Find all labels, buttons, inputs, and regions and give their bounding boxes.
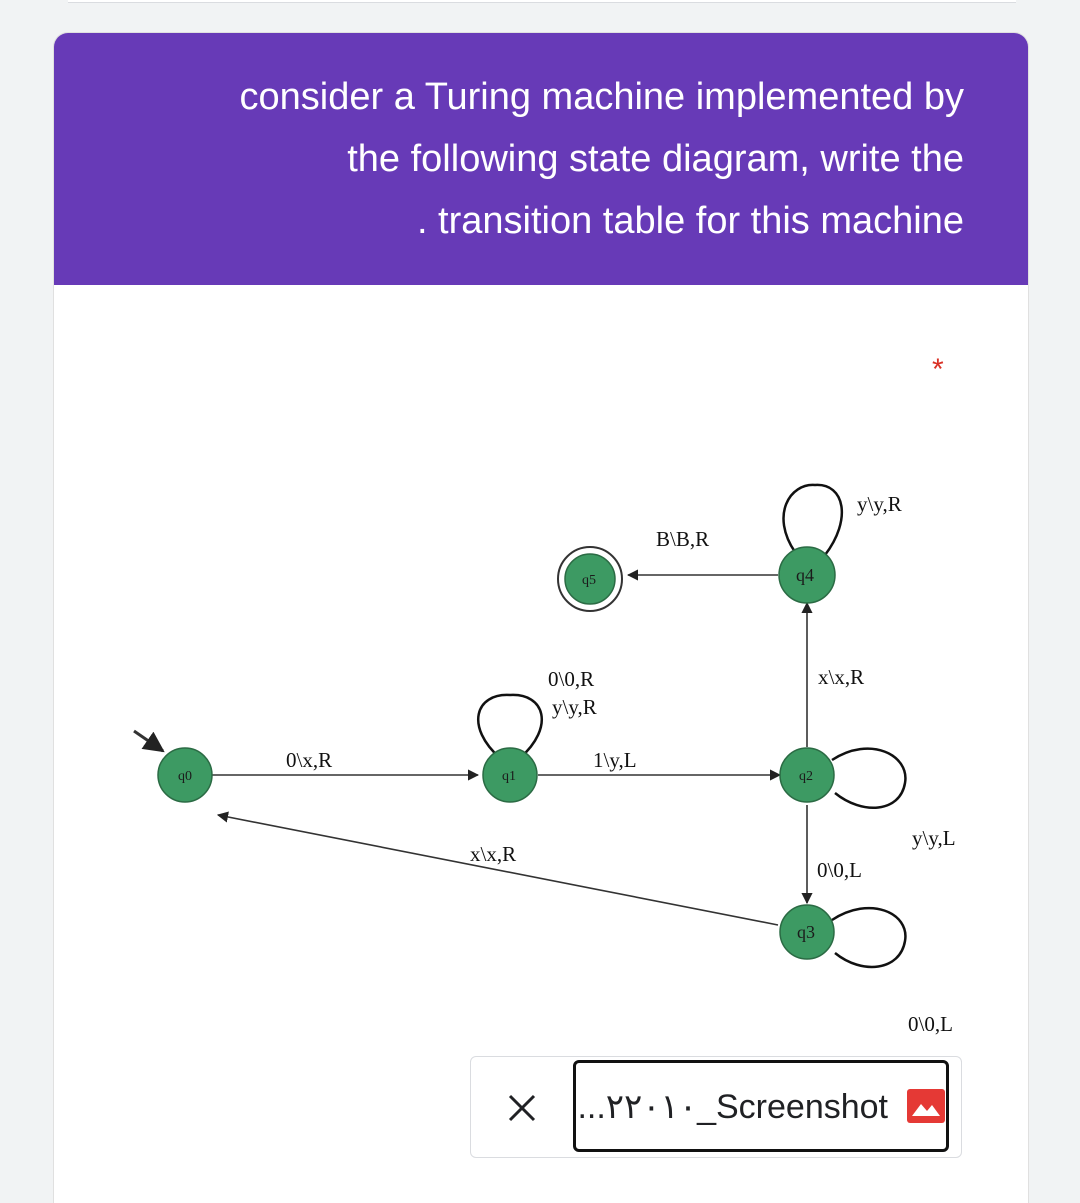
attachment-file-name: ...۲۲۰۱۰_Screenshot <box>577 1088 888 1126</box>
edge-q3-q0 <box>218 815 778 925</box>
question-title-line-2: the following state diagram, write the <box>347 138 964 180</box>
label-q2-loop: y\y,L <box>912 826 956 850</box>
label-q2-q4: x\x,R <box>818 665 865 689</box>
question-title-line-3: . transition table for this machine <box>416 200 964 242</box>
state-q2 <box>780 748 834 802</box>
required-asterisk: * <box>932 353 944 386</box>
state-q0 <box>158 748 212 802</box>
state-q5-label: q5 <box>582 573 596 588</box>
start-arrow <box>134 731 163 751</box>
loop-q3 <box>832 908 905 967</box>
label-q2-q3: 0\0,L <box>817 858 862 882</box>
state-q3-label: q3 <box>797 922 815 942</box>
label-q3-q0: x\x,R <box>470 842 517 866</box>
state-q1-label: q1 <box>502 769 516 784</box>
state-q2-label: q2 <box>799 769 813 784</box>
image-icon <box>906 1088 946 1124</box>
state-q5-accepting <box>558 547 622 611</box>
question-header <box>54 33 1028 285</box>
state-diagram <box>0 455 1080 1075</box>
state-q3 <box>780 905 834 959</box>
label-q4-loop: y\y,R <box>857 492 902 516</box>
state-q1 <box>483 748 537 802</box>
question-title-line-1: consider a Turing machine implemented by <box>239 76 964 118</box>
label-q4-q5: B\B,R <box>656 527 710 551</box>
loop-q2 <box>832 749 905 808</box>
previous-card-edge <box>68 0 1016 3</box>
state-q4-label: q4 <box>796 565 814 585</box>
state-q4 <box>779 547 835 603</box>
label-q1-loop-a: 0\0,R <box>548 667 595 691</box>
label-q0-q1: 0\x,R <box>286 748 333 772</box>
close-icon[interactable] <box>504 1090 540 1126</box>
loop-q4 <box>784 485 842 555</box>
state-q0-label: q0 <box>178 769 192 784</box>
label-q1-loop-b: y\y,R <box>552 695 597 719</box>
label-q3-loop: 0\0,L <box>908 1012 953 1036</box>
label-q1-q2: 1\y,L <box>593 748 637 772</box>
